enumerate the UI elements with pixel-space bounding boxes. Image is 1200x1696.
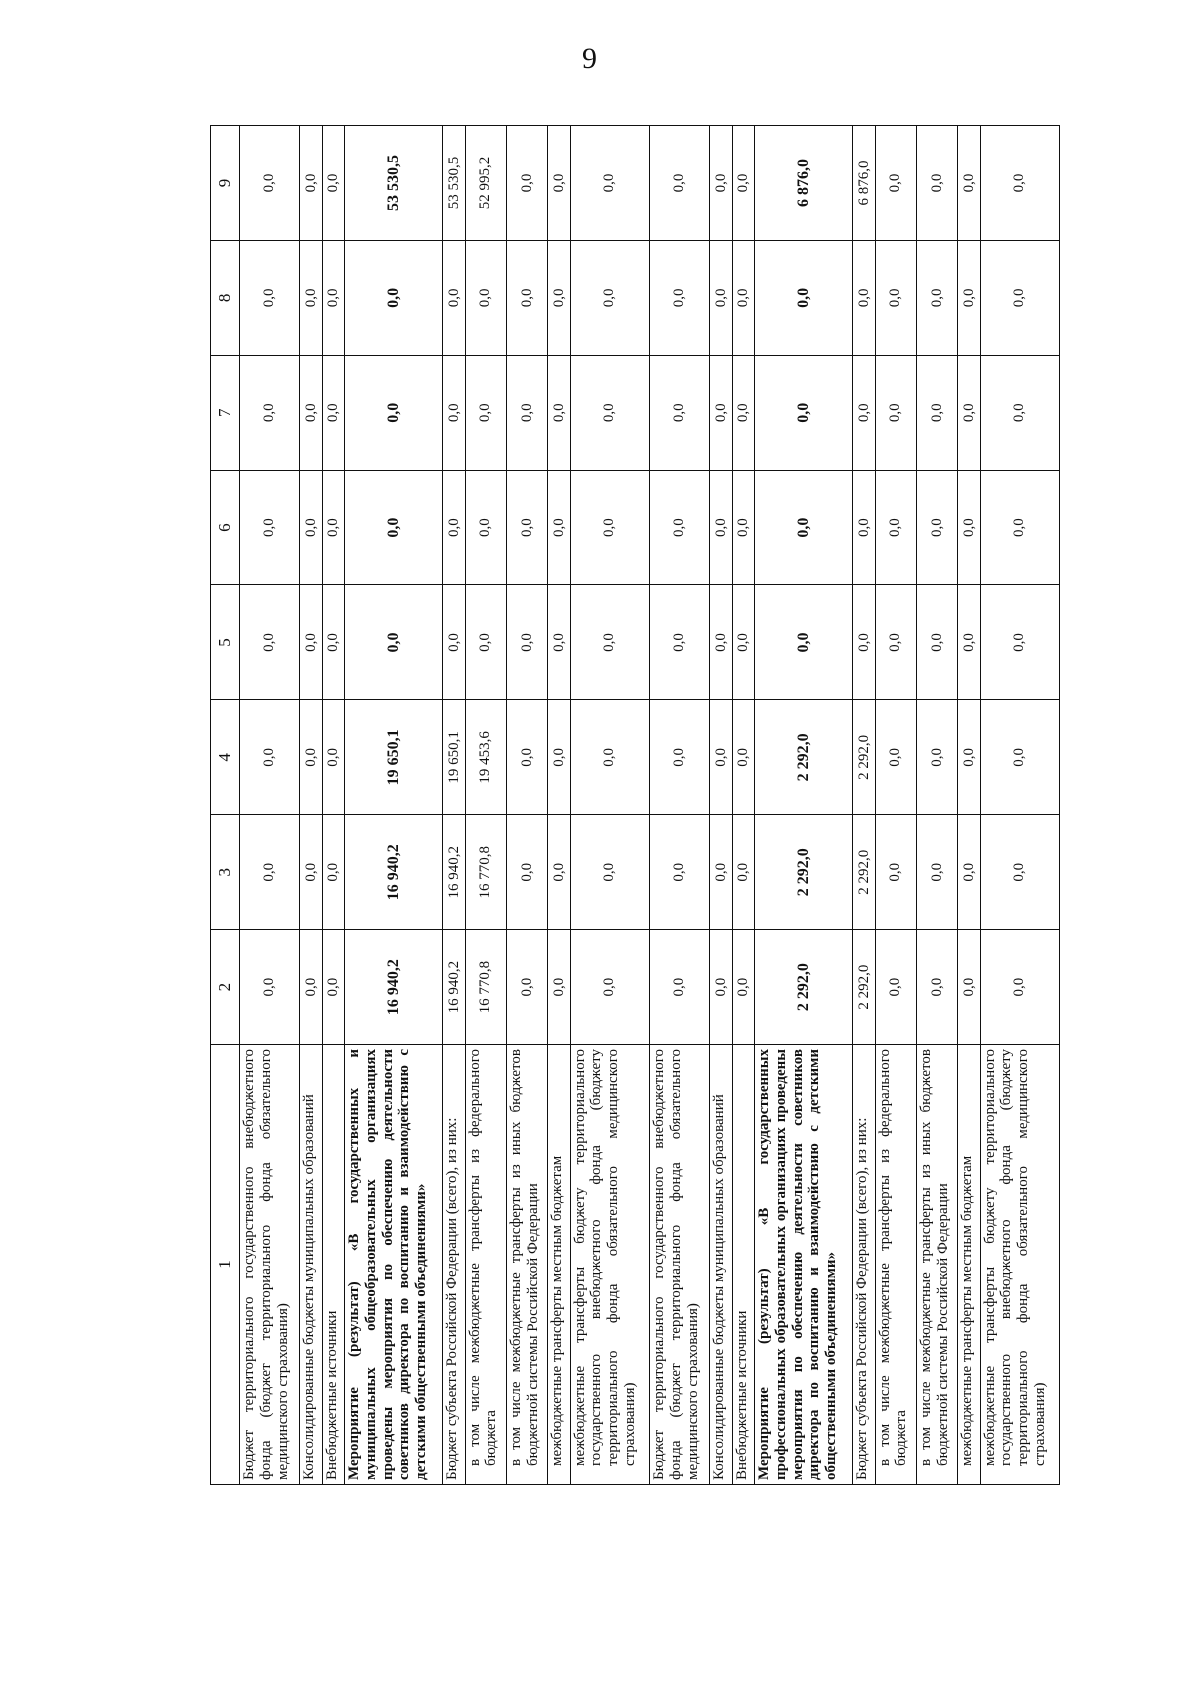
value-cell: 0,0 (980, 930, 1059, 1045)
value-cell: 0,0 (710, 355, 732, 470)
row-label: Внебюджетные источники (732, 1045, 754, 1485)
value-cell: 0,0 (300, 930, 322, 1045)
value-cell: 0,0 (300, 126, 322, 241)
value-cell: 0,0 (649, 126, 709, 241)
value-cell: 0,0 (732, 700, 754, 815)
value-cell: 16 940,2 (345, 815, 443, 930)
value-cell: 0,0 (548, 700, 570, 815)
value-cell: 2 292,0 (754, 815, 852, 930)
table-row (710, 126, 732, 1485)
value-cell: 0,0 (732, 240, 754, 355)
value-cell: 0,0 (300, 815, 322, 930)
value-cell: 0,0 (465, 585, 506, 700)
value-cell: 0,0 (916, 815, 957, 930)
value-cell: 0,0 (506, 585, 547, 700)
value-cell: 0,0 (916, 700, 957, 815)
value-cell: 0,0 (958, 585, 980, 700)
value-cell: 0,0 (548, 240, 570, 355)
value-cell: 0,0 (732, 470, 754, 585)
value-cell: 0,0 (506, 700, 547, 815)
value-cell: 0,0 (754, 585, 852, 700)
value-cell: 0,0 (240, 700, 300, 815)
value-cell: 0,0 (853, 585, 875, 700)
value-cell: 2 292,0 (754, 700, 852, 815)
value-cell: 0,0 (754, 355, 852, 470)
value-cell: 0,0 (300, 585, 322, 700)
value-cell: 0,0 (649, 470, 709, 585)
value-cell: 0,0 (980, 815, 1059, 930)
value-cell: 53 530,5 (345, 126, 443, 241)
value-cell: 0,0 (345, 470, 443, 585)
value-cell: 2 292,0 (754, 930, 852, 1045)
value-cell: 0,0 (300, 470, 322, 585)
row-label: в том числе межбюджетные трансферты из иных бюджетов бюджетной системы Российской Федерации (916, 1045, 957, 1485)
column-header: 6 (211, 470, 240, 585)
value-cell: 0,0 (710, 240, 732, 355)
value-cell: 0,0 (980, 470, 1059, 585)
value-cell: 0,0 (548, 585, 570, 700)
table-row (240, 126, 300, 1485)
row-label: Бюджет территориального государственного внебюджетного фонда (бюджет территориального фонда обязательного медицинского страхования) (240, 1045, 300, 1485)
value-cell: 0,0 (875, 930, 916, 1045)
value-cell: 19 650,1 (345, 700, 443, 815)
row-label: Бюджет субъекта Российской Федерации (всего), из них: (853, 1045, 875, 1485)
table-row (300, 126, 322, 1485)
value-cell: 0,0 (548, 126, 570, 241)
value-cell: 0,0 (732, 815, 754, 930)
table-row (465, 126, 506, 1485)
value-cell: 0,0 (916, 930, 957, 1045)
value-cell: 6 876,0 (754, 126, 852, 241)
value-cell: 0,0 (710, 126, 732, 241)
value-cell: 0,0 (548, 930, 570, 1045)
value-cell: 0,0 (980, 240, 1059, 355)
value-cell: 0,0 (649, 930, 709, 1045)
table-row (322, 126, 344, 1485)
table-row (443, 126, 465, 1485)
table-header-row (211, 126, 240, 1485)
value-cell: 0,0 (958, 470, 980, 585)
value-cell: 0,0 (465, 470, 506, 585)
value-cell: 0,0 (506, 815, 547, 930)
column-header: 9 (211, 126, 240, 241)
value-cell: 0,0 (875, 126, 916, 241)
value-cell: 0,0 (875, 355, 916, 470)
value-cell: 0,0 (300, 240, 322, 355)
value-cell: 0,0 (649, 355, 709, 470)
value-cell: 0,0 (570, 700, 649, 815)
row-label: Бюджет субъекта Российской Федерации (всего), из них: (443, 1045, 465, 1485)
table-row (754, 126, 852, 1485)
value-cell: 0,0 (649, 700, 709, 815)
value-cell: 0,0 (240, 815, 300, 930)
table-body (240, 126, 1060, 1485)
table-row (570, 126, 649, 1485)
value-cell: 16 770,8 (465, 815, 506, 930)
value-cell: 0,0 (732, 930, 754, 1045)
rotated-table-container (210, 125, 1060, 1485)
column-header: 4 (211, 700, 240, 815)
value-cell: 0,0 (916, 355, 957, 470)
value-cell: 0,0 (322, 126, 344, 241)
value-cell: 0,0 (322, 815, 344, 930)
value-cell: 0,0 (300, 700, 322, 815)
value-cell: 0,0 (710, 585, 732, 700)
value-cell: 0,0 (240, 585, 300, 700)
value-cell: 0,0 (570, 815, 649, 930)
column-header: 8 (211, 240, 240, 355)
value-cell: 0,0 (958, 700, 980, 815)
value-cell: 0,0 (322, 240, 344, 355)
value-cell: 0,0 (958, 240, 980, 355)
value-cell: 0,0 (710, 930, 732, 1045)
value-cell: 0,0 (322, 585, 344, 700)
value-cell: 0,0 (548, 355, 570, 470)
table-row (980, 126, 1059, 1485)
row-label: Мероприятие (результат) «В государственных и муниципальных общеобразовательных организациях проведены мероприятия по обеспечению деятельности советников директора по воспитанию и взаимодействию с детскими общественными объединениями» (345, 1045, 443, 1485)
value-cell: 0,0 (980, 355, 1059, 470)
value-cell: 0,0 (443, 240, 465, 355)
value-cell: 0,0 (916, 126, 957, 241)
row-label: Консолидированные бюджеты муниципальных образований (300, 1045, 322, 1485)
value-cell: 0,0 (443, 585, 465, 700)
value-cell: 2 292,0 (853, 930, 875, 1045)
value-cell: 0,0 (980, 126, 1059, 241)
value-cell: 0,0 (240, 240, 300, 355)
value-cell: 0,0 (345, 240, 443, 355)
value-cell: 0,0 (506, 355, 547, 470)
value-cell: 52 995,2 (465, 126, 506, 241)
table-row (548, 126, 570, 1485)
value-cell: 0,0 (465, 355, 506, 470)
value-cell: 0,0 (916, 470, 957, 585)
row-label: в том числе межбюджетные трансферты из иных бюджетов бюджетной системы Российской Федерации (506, 1045, 547, 1485)
value-cell: 0,0 (506, 126, 547, 241)
value-cell: 0,0 (548, 470, 570, 585)
value-cell: 0,0 (300, 355, 322, 470)
row-label: межбюджетные трансферты местным бюджетам (548, 1045, 570, 1485)
column-header: 3 (211, 815, 240, 930)
value-cell: 0,0 (506, 930, 547, 1045)
table-row (875, 126, 916, 1485)
value-cell: 6 876,0 (853, 126, 875, 241)
value-cell: 2 292,0 (853, 700, 875, 815)
table-row (506, 126, 547, 1485)
value-cell: 19 453,6 (465, 700, 506, 815)
row-label: межбюджетные трансферты бюджету территориального государственного внебюджетного фонда (бюджету территориального фонда обязательного медицинского страхования) (570, 1045, 649, 1485)
budget-table (210, 125, 1060, 1485)
value-cell: 0,0 (570, 355, 649, 470)
row-label: Консолидированные бюджеты муниципальных образований (710, 1045, 732, 1485)
value-cell: 0,0 (649, 240, 709, 355)
value-cell: 0,0 (322, 930, 344, 1045)
value-cell: 0,0 (916, 240, 957, 355)
row-label: в том числе межбюджетные трансферты из федерального бюджета (875, 1045, 916, 1485)
value-cell: 16 940,2 (443, 815, 465, 930)
value-cell: 0,0 (853, 240, 875, 355)
value-cell: 53 530,5 (443, 126, 465, 241)
value-cell: 0,0 (710, 470, 732, 585)
value-cell: 0,0 (980, 700, 1059, 815)
value-cell: 0,0 (732, 585, 754, 700)
value-cell: 0,0 (443, 470, 465, 585)
value-cell: 0,0 (240, 126, 300, 241)
value-cell: 0,0 (322, 700, 344, 815)
value-cell: 0,0 (754, 470, 852, 585)
column-header: 2 (211, 930, 240, 1045)
value-cell: 0,0 (958, 930, 980, 1045)
page-number: 9 (582, 42, 597, 75)
value-cell: 0,0 (754, 240, 852, 355)
value-cell: 16 940,2 (345, 930, 443, 1045)
value-cell: 0,0 (980, 585, 1059, 700)
value-cell: 0,0 (916, 585, 957, 700)
row-label: Мероприятие (результат) «В государственных профессиональных образовательных организациях проведены мероприятия по обеспечению деятельности советников директора по воспитанию и взаимодействию с детскими общественными объединениями» (754, 1045, 852, 1485)
value-cell: 0,0 (240, 355, 300, 470)
value-cell: 0,0 (322, 470, 344, 585)
table-row (916, 126, 957, 1485)
column-header: 1 (211, 1045, 240, 1485)
value-cell: 0,0 (345, 585, 443, 700)
value-cell: 0,0 (570, 126, 649, 241)
value-cell: 0,0 (506, 470, 547, 585)
table-row (958, 126, 980, 1485)
value-cell: 0,0 (710, 700, 732, 815)
table-row (853, 126, 875, 1485)
value-cell: 2 292,0 (853, 815, 875, 930)
row-label: межбюджетные трансферты местным бюджетам (958, 1045, 980, 1485)
value-cell: 16 940,2 (443, 930, 465, 1045)
row-label: межбюджетные трансферты бюджету территориального государственного внебюджетного фонда (бюджету территориального фонда обязательного медицинского страхования) (980, 1045, 1059, 1485)
value-cell: 0,0 (649, 815, 709, 930)
table-row (345, 126, 443, 1485)
value-cell: 0,0 (443, 355, 465, 470)
value-cell: 0,0 (958, 126, 980, 241)
value-cell: 0,0 (322, 355, 344, 470)
value-cell: 0,0 (570, 585, 649, 700)
value-cell: 0,0 (570, 930, 649, 1045)
value-cell: 0,0 (732, 126, 754, 241)
value-cell: 0,0 (240, 930, 300, 1045)
value-cell: 0,0 (958, 815, 980, 930)
table-row (649, 126, 709, 1485)
value-cell: 16 770,8 (465, 930, 506, 1045)
table-row (732, 126, 754, 1485)
value-cell: 19 650,1 (443, 700, 465, 815)
value-cell: 0,0 (853, 470, 875, 585)
row-label: Бюджет территориального государственного внебюджетного фонда (бюджет территориального фонда обязательного медицинского страхования) (649, 1045, 709, 1485)
value-cell: 0,0 (958, 355, 980, 470)
value-cell: 0,0 (853, 355, 875, 470)
column-header: 7 (211, 355, 240, 470)
value-cell: 0,0 (240, 470, 300, 585)
row-label: в том числе межбюджетные трансферты из федерального бюджета (465, 1045, 506, 1485)
value-cell: 0,0 (875, 585, 916, 700)
value-cell: 0,0 (548, 815, 570, 930)
value-cell: 0,0 (570, 470, 649, 585)
value-cell: 0,0 (649, 585, 709, 700)
value-cell: 0,0 (875, 700, 916, 815)
row-label: Внебюджетные источники (322, 1045, 344, 1485)
value-cell: 0,0 (506, 240, 547, 355)
value-cell: 0,0 (875, 470, 916, 585)
value-cell: 0,0 (570, 240, 649, 355)
value-cell: 0,0 (345, 355, 443, 470)
value-cell: 0,0 (465, 240, 506, 355)
value-cell: 0,0 (732, 355, 754, 470)
value-cell: 0,0 (875, 240, 916, 355)
column-header: 5 (211, 585, 240, 700)
value-cell: 0,0 (875, 815, 916, 930)
value-cell: 0,0 (710, 815, 732, 930)
